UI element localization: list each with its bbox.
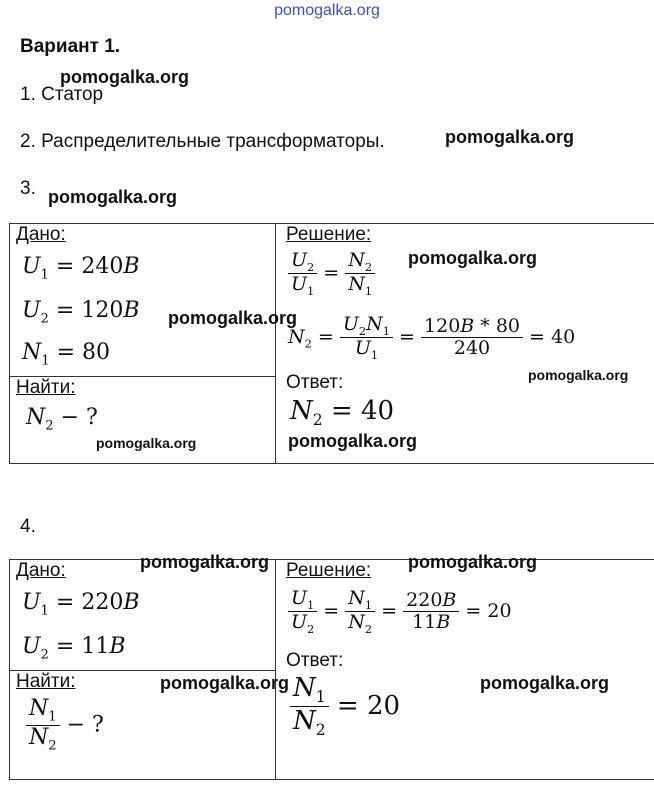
- problem3-box: [9, 223, 654, 464]
- given-label: Дано:: [16, 560, 66, 581]
- watermark: pomogalka.org: [528, 367, 629, 383]
- watermark: pomogalka.org: [288, 431, 418, 451]
- item-4: 4.: [20, 516, 36, 537]
- item-3: 3.: [20, 178, 36, 199]
- p3-solution-calc: $N_2$ = $\frac{U_2N_1}{U_1}$ = $\frac{120B * 80}{240}$ = 40: [288, 313, 576, 363]
- given-cell: [10, 224, 276, 377]
- watermark: pomogalka.org: [168, 308, 298, 328]
- p3-u2: $U_2 = 120B$: [22, 298, 140, 327]
- find-label: Найти:: [16, 377, 76, 398]
- p4-find: $\frac{N_1}{N_2}$ − ?: [26, 697, 104, 754]
- item-2: 2. Распределительные трансформаторы.: [20, 131, 385, 152]
- watermark: pomogalka.org: [96, 435, 197, 451]
- p4-u1: $U_1 = 220B$: [22, 590, 140, 619]
- watermark: pomogalka.org: [160, 673, 290, 693]
- solution-label: Решение:: [286, 560, 372, 581]
- solution-cell: [276, 560, 654, 780]
- solution-label: Решение:: [286, 224, 372, 245]
- problem4-box: [9, 559, 654, 780]
- find-label: Найти:: [16, 671, 76, 692]
- answer-label: Ответ:: [286, 372, 344, 393]
- watermark: pomogalka.org: [408, 552, 538, 572]
- watermark: pomogalka.org: [445, 127, 575, 147]
- answer-label: Ответ:: [286, 650, 344, 671]
- p4-u2: $U_2 = 11B$: [22, 634, 126, 663]
- given-label: Дано:: [16, 224, 66, 245]
- site-header[interactable]: pomogalka.org: [274, 2, 380, 19]
- p3-answer: $N_2 = 40$: [290, 396, 395, 430]
- p3-find: $N_2$ − ?: [26, 405, 98, 434]
- watermark: pomogalka.org: [60, 67, 190, 87]
- p4-solution: $\frac{U_1}{U_2}$ = $\frac{N_1}{N_2}$ = $\frac{220B}{11B}$ = 20: [288, 588, 512, 636]
- given-cell: [10, 560, 276, 671]
- watermark: pomogalka.org: [480, 673, 610, 693]
- p4-answer: $\frac{N_1}{N_2}$ = 20: [290, 674, 400, 740]
- watermark: pomogalka.org: [140, 552, 270, 572]
- p3-n1: $N_1 = 80$: [22, 340, 111, 369]
- watermark: pomogalka.org: [48, 187, 178, 207]
- p3-solution-ratio: $\frac{U_2}{U_1}$ = $\frac{N_2}{N_1}$: [288, 250, 375, 298]
- variant-title: Вариант 1.: [20, 36, 121, 57]
- p3-u1: $U_1 = 240B$: [22, 254, 140, 283]
- item-1: 1. Статор: [20, 84, 104, 105]
- watermark: pomogalka.org: [408, 248, 538, 268]
